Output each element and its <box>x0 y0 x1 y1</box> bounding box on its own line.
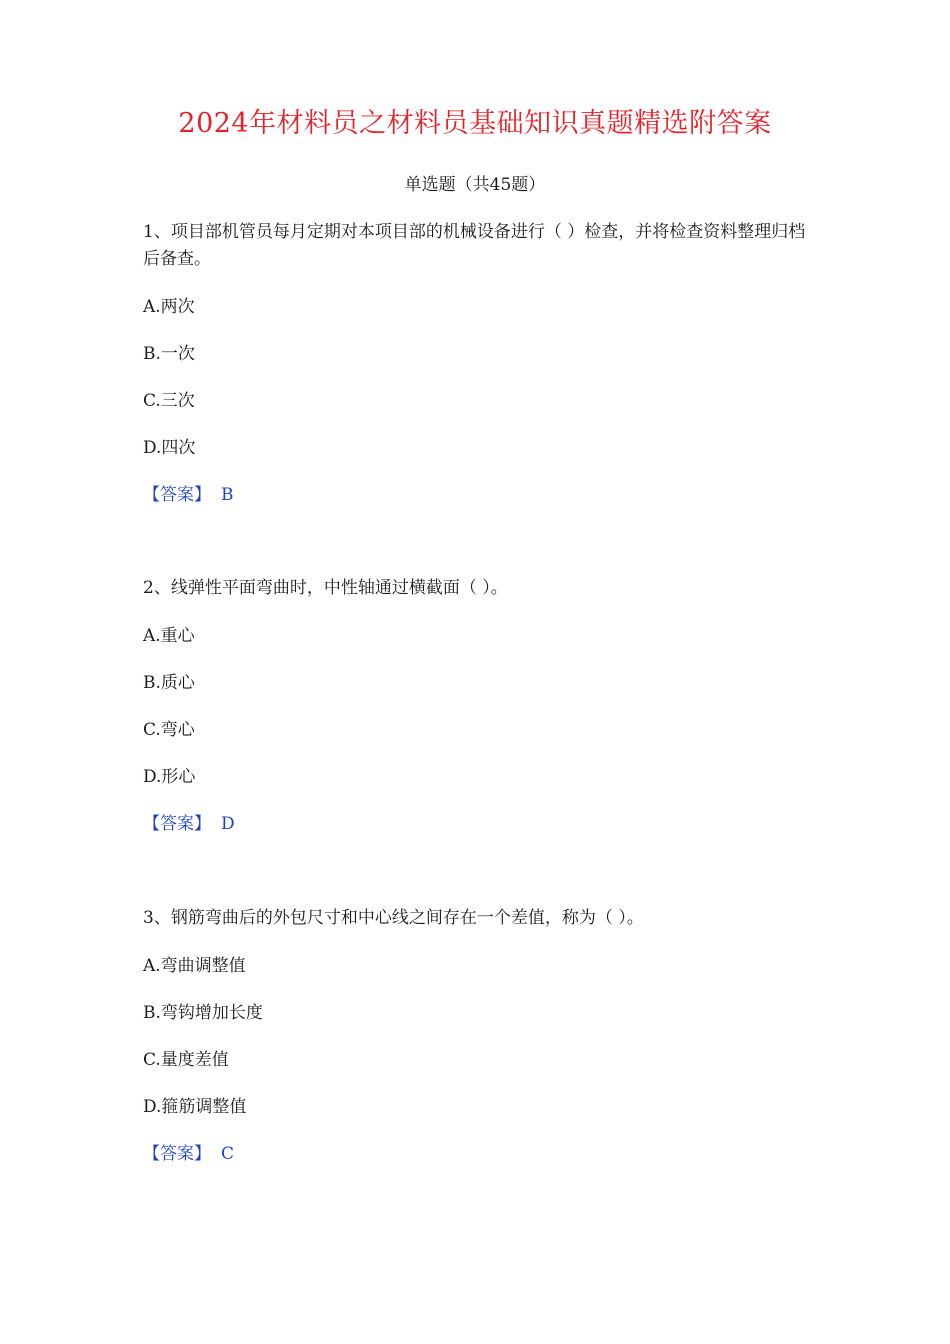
option-b: B.弯钩增加长度 <box>143 1003 263 1023</box>
option-b: B.一次 <box>143 344 195 364</box>
answer-value: C <box>221 1144 235 1164</box>
option-c: C.弯心 <box>143 720 195 740</box>
answer-line <box>143 1141 808 1167</box>
question-3 <box>143 905 808 1167</box>
question-2 <box>143 575 808 837</box>
answer-value: B <box>221 485 234 505</box>
option-d: D.箍筋调整值 <box>143 1097 247 1117</box>
answer-tag: 【答案】 <box>143 814 211 834</box>
option-d: D.形心 <box>143 767 196 787</box>
option-b: B.质心 <box>143 673 195 693</box>
option-a: A.重心 <box>143 626 195 646</box>
question-stem: 3、钢筋弯曲后的外包尺寸和中心线之间存在一个差值，称为（ ）。 <box>143 908 644 928</box>
answer-line <box>143 811 808 837</box>
question-stem: 1、项目部机管员每月定期对本项目部的机械设备进行（ ）检查，并将检查资料整理归档后备查。 <box>143 222 806 269</box>
answer-tag: 【答案】 <box>143 1144 211 1164</box>
question-1 <box>143 219 808 508</box>
section-heading: 单选题（共45题） <box>404 175 546 195</box>
answer-line <box>143 482 808 508</box>
option-a: A.弯曲调整值 <box>143 956 246 976</box>
option-c: C.三次 <box>143 391 195 411</box>
option-d: D.四次 <box>143 438 196 458</box>
option-c: C.量度差值 <box>143 1050 229 1070</box>
answer-value: D <box>221 814 235 834</box>
answer-tag: 【答案】 <box>143 485 211 505</box>
option-a: A.两次 <box>143 297 195 317</box>
page-title: 2024年材料员之材料员基础知识真题精选附答案 <box>178 108 772 139</box>
question-stem: 2、线弹性平面弯曲时，中性轴通过横截面（ ）。 <box>143 578 508 598</box>
